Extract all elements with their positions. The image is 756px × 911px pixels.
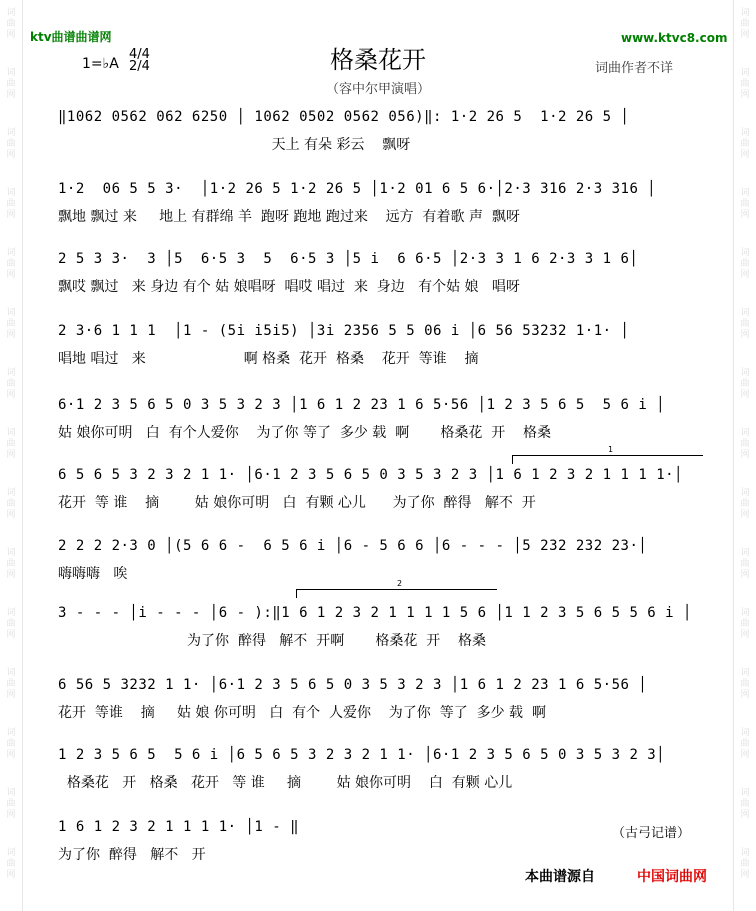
watermark-glyph-stack: 词 曲 网 (740, 788, 750, 820)
watermark-glyph-stack: 词 曲 网 (740, 308, 750, 340)
watermark-glyph-stack: 词 曲 网 (740, 548, 750, 580)
source-label: 本曲谱源自 (525, 869, 595, 885)
watermark-glyph-stack: 词 曲 网 (6, 428, 16, 460)
notes-line: 1 6 1 2 3 2 1 1 1 1· │1 - ‖ (58, 819, 300, 835)
site-url-right[interactable]: www.ktvc8.com (621, 31, 728, 45)
composer-credit: 词曲作者不详 (595, 61, 674, 76)
lyrics-line: 飘地 飘过 来 地上 有群绵 羊 跑呀 跑地 跑过来 远方 有着歌 声 飘呀 (58, 209, 520, 225)
watermark-glyph-stack: 词 曲 网 (6, 188, 16, 220)
site-logo-left[interactable]: ktv曲谱曲谱网 (30, 30, 112, 44)
watermark-glyph-stack: 词 曲 网 (6, 608, 16, 640)
watermark-glyph-stack: 词 曲 网 (740, 128, 750, 160)
lyrics-line: 花开 等 谁 摘 姑 娘你可明 白 有颗 心儿 为了你 醉得 解不 开 (58, 495, 536, 511)
watermark-glyph-stack: 词 曲 网 (740, 368, 750, 400)
notes-line: 6 56 5 3232 1 1· │6·1 2 3 5 6 5 0 3 5 3 2 3 │1 6 1 2 23 1 6 5·56 │ (58, 677, 648, 693)
notes-line: 6·1 2 3 5 6 5 0 3 5 3 2 3 │1 6 1 2 23 1 6 5·56 │1 2 3 5 6 5 5 6 i │ (58, 397, 666, 413)
lyrics-line: 为了你 醉得 解不 开 (58, 847, 206, 863)
notes-line: 1 2 3 5 6 5 5 6 i │6 5 6 5 3 2 3 2 1 1· │6·1 2 3 5 6 5 0 3 5 3 2 3│ (58, 747, 666, 763)
lyrics-line: 嗨嗨嗨 唉 (58, 566, 128, 582)
lyrics-line: 天上 有朵 彩云 飘呀 (58, 137, 411, 153)
watermark-glyph-stack: 词 曲 网 (6, 68, 16, 100)
key-signature: 1=♭A (82, 56, 119, 72)
watermark-glyph-stack: 词 曲 网 (6, 248, 16, 280)
notes-line: 6 5 6 5 3 2 3 2 1 1· │6·1 2 3 5 6 5 0 3 5 3 2 3 │1 6 1 2 3 2 1 1 1 1·│ (58, 467, 684, 483)
watermark-glyph-stack: 词 曲 网 (740, 728, 750, 760)
watermark-glyph-stack: 词 曲 网 (740, 8, 750, 40)
watermark-glyph-stack: 词 曲 网 (6, 488, 16, 520)
lyrics-line: 格桑花 开 格桑 花开 等 谁 摘 姑 娘你可明 白 有颗 心儿 (58, 775, 513, 791)
watermark-glyph-stack: 词 曲 网 (6, 128, 16, 160)
watermark-glyph-stack: 词 曲 网 (740, 488, 750, 520)
watermark-glyph-stack: 词 曲 网 (740, 608, 750, 640)
watermark-glyph-stack: 词 曲 网 (6, 728, 16, 760)
lyrics-line: 飘哎 飘过 来 身边 有个 姑 娘唱呀 唱哎 唱过 来 身边 有个姑 娘 唱呀 (58, 279, 520, 295)
lyrics-line: 为了你 醉得 解不 开啊 格桑花 开 格桑 (58, 633, 487, 649)
song-title: 格桑花开 (330, 46, 426, 74)
watermark-glyph-stack: 词 曲 网 (6, 8, 16, 40)
watermark-glyph-stack: 词 曲 网 (6, 668, 16, 700)
notes-line: 1·2 06 5 5 3· │1·2 26 5 1·2 26 5 │1·2 01 6 5 6·│2·3 316 2·3 316 │ (58, 181, 657, 197)
lyrics-line: 唱地 唱过 来 啊 格桑 花开 格桑 花开 等谁 摘 (58, 351, 479, 367)
notes-line: 2 3·6 1 1 1 │1 - (5i i5i5) │3i 2356 5 5 06 i │6 56 53232 1·1· │ (58, 323, 630, 339)
time-signature-1: 4/4 (129, 47, 150, 62)
performer-subtitle: （容中尔甲演唱） (325, 82, 430, 97)
watermark-glyph-stack: 词 曲 网 (740, 428, 750, 460)
watermark-glyph-stack: 词 曲 网 (740, 248, 750, 280)
watermark-glyph-stack: 词 曲 网 (6, 548, 16, 580)
volta-bracket-1: 1 (512, 455, 703, 464)
watermark-glyph-stack: 词 曲 网 (740, 848, 750, 880)
watermark-glyph-stack: 词 曲 网 (6, 308, 16, 340)
watermark-glyph-stack: 词 曲 网 (6, 848, 16, 880)
source-site-link[interactable]: 中国词曲网 (637, 869, 707, 885)
watermark-glyph-stack: 词 曲 网 (740, 188, 750, 220)
notes-line: 2 2 2 2·3 0 │(5 6 6 - 6 5 6 i │6 - 5 6 6 │6 - - - │5 232 232 23·│ (58, 538, 648, 554)
notes-line: 3 - - - │i - - - │6 - ):‖1 6 1 2 3 2 1 1 1 1 5 6 │1 1 2 3 5 6 5 5 6 i │ (58, 605, 692, 621)
lyrics-line: 姑 娘你可明 白 有个人爱你 为了你 等了 多少 载 啊 格桑花 开 格桑 (58, 425, 552, 441)
watermark-glyph-stack: 词 曲 网 (740, 68, 750, 100)
notes-line: ‖1062 0562 062 6250 │ 1062 0502 0562 056)‖: 1·2 26 5 1·2 26 5 │ (58, 109, 630, 125)
time-signature-2: 2/4 (129, 59, 150, 74)
lyrics-line: 花开 等谁 摘 姑 娘 你可明 白 有个 人爱你 为了你 等了 多少 载 啊 (58, 705, 546, 721)
watermark-glyph-stack: 词 曲 网 (740, 668, 750, 700)
watermark-glyph-stack: 词 曲 网 (6, 788, 16, 820)
notes-line: 2 5 3 3· 3 │5 6·5 3 5 6·5 3 │5 i 6 6·5 │2·3 3 1 6 2·3 3 1 6│ (58, 251, 639, 267)
transcriber-note: （古弓记谱） (612, 826, 691, 841)
volta-bracket-2: 2 (296, 589, 497, 598)
watermark-glyph-stack: 词 曲 网 (6, 368, 16, 400)
